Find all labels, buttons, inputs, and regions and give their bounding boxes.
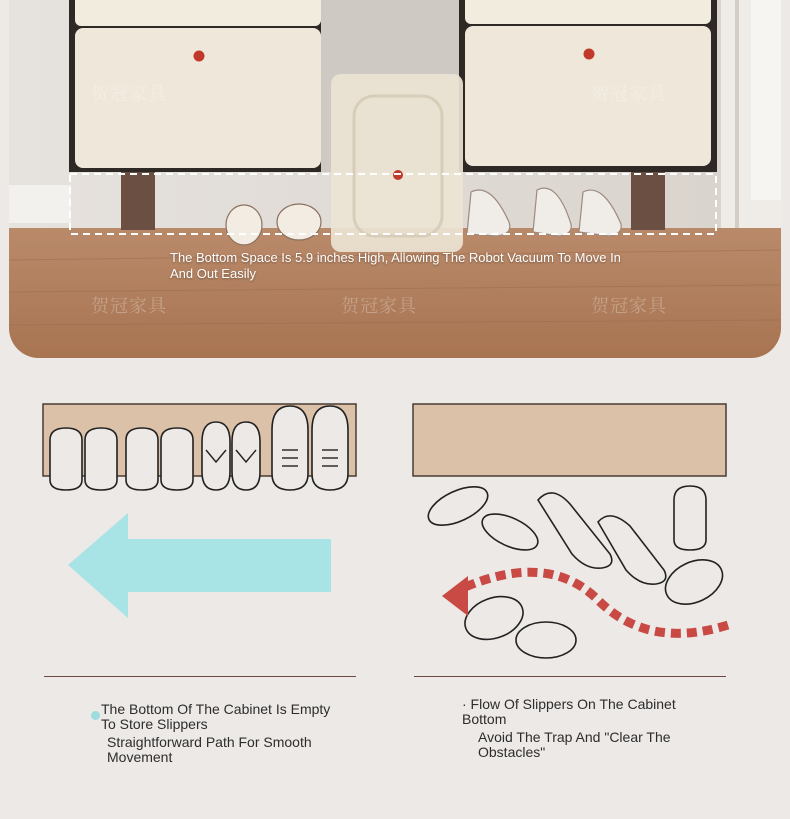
photo-caption: The Bottom Space Is 5.9 inches High, Allowing The Robot Vacuum To Move In And Out Easily bbox=[170, 250, 621, 281]
watermark: 贺冠家具 bbox=[91, 84, 167, 104]
left-caption-heading: The Bottom Of The Cabinet Is Empty To Store Slippers bbox=[101, 701, 331, 732]
watermark: 贺冠家具 bbox=[591, 84, 667, 104]
right-caption bbox=[462, 697, 712, 760]
watermark: 贺冠家具 bbox=[591, 296, 667, 316]
bullet-dot bbox=[91, 711, 100, 720]
cabinet-bottom-box bbox=[413, 404, 726, 476]
arrow-left-icon bbox=[68, 513, 331, 618]
left-diagram bbox=[28, 380, 373, 680]
right-diagram bbox=[398, 380, 743, 680]
messy-slippers-illustration bbox=[398, 380, 743, 680]
divider bbox=[414, 676, 726, 677]
scattered-shoe-icon bbox=[423, 479, 730, 658]
right-caption-heading: · Flow Of Slippers On The Cabinet Bottom bbox=[462, 696, 676, 727]
tidy-slippers-illustration bbox=[28, 380, 373, 680]
left-caption-subtext: Straightforward Path For Smooth Movement bbox=[107, 734, 312, 765]
product-photo bbox=[9, 0, 781, 358]
watermark: 贺冠家具 bbox=[341, 296, 417, 316]
watermark: 贺冠家具 bbox=[91, 296, 167, 316]
left-caption bbox=[101, 702, 331, 765]
arrow-head-icon bbox=[442, 576, 468, 616]
right-caption-subtext: Avoid The Trap And "Clear The Obstacles" bbox=[478, 729, 671, 760]
divider bbox=[44, 676, 356, 677]
